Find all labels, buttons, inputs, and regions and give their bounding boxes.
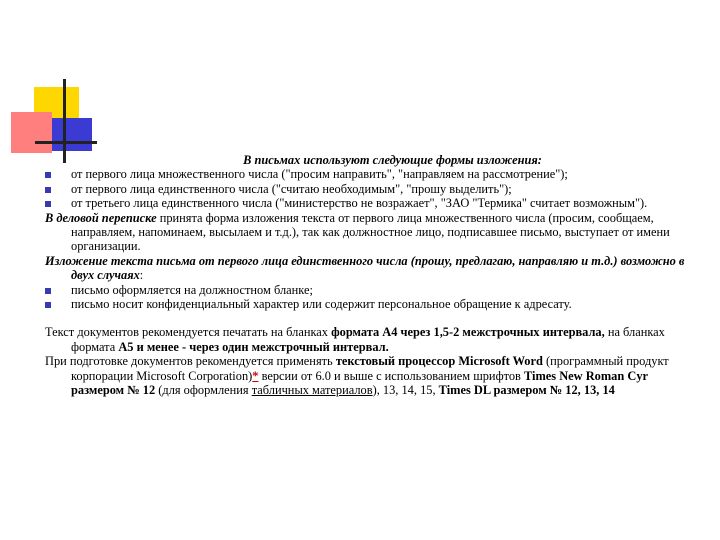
list-item: письмо носит конфиденциальный характер или содержит персональное обращение к адресату. xyxy=(45,297,700,311)
business-correspondence-paragraph: В деловой переписке принята форма изложения текста от первого лица множественного числа (просим, сообщаем, направляем, напоминаем, высылаем и т.д.), так как должностное лицо, подписавшее письмо, выступает от имени организации. xyxy=(45,210,670,254)
decor-blue-square xyxy=(52,118,92,151)
square-bullet-icon xyxy=(45,288,51,294)
square-bullet-icon xyxy=(45,187,51,193)
decor-horizontal-line xyxy=(35,141,97,144)
list-item: от третьего лица единственного числа ("министерство не возражает", "ЗАО "Термика" считает возможным"). xyxy=(45,196,700,210)
slide-heading: В письмах используют следующие формы изложения: xyxy=(243,153,542,167)
list-item: письмо оформляется на должностном бланке; xyxy=(45,283,700,297)
footnote-asterisk-link[interactable]: * xyxy=(252,368,259,383)
forms-list xyxy=(45,167,700,210)
decor-vertical-line xyxy=(63,79,66,163)
table-materials-link[interactable]: табличных материалов xyxy=(251,383,373,398)
slide-body xyxy=(45,153,700,398)
first-person-singular-paragraph: Изложение текста письма от первого лица единственного числа (прошу, предлагаю, направляю и т.д.) возможно в двух случаях: xyxy=(45,253,685,283)
decor-red-square xyxy=(11,112,52,153)
square-bullet-icon xyxy=(45,302,51,308)
cases-list xyxy=(45,283,700,312)
square-bullet-icon xyxy=(45,201,51,207)
square-bullet-icon xyxy=(45,172,51,178)
list-item: от первого лица единственного числа ("считаю необходимым", "прошу выделить"); xyxy=(45,182,700,196)
word-processor-paragraph: При подготовке документов рекомендуется применять текстовый процессор Microsoft Word (программный продукт корпорации Microsoft Corporation)* версии от 6.0 и выше с использованием шрифтов Times New Roman Cyr размером № 12 (для оформления табличных материалов), 13, 14, 15, Times DL размером № 12, 13, 14 xyxy=(45,354,669,398)
list-item: от первого лица множественного числа ("просим направить", "направляем на рассмотрение"); xyxy=(45,167,700,181)
spacer xyxy=(45,311,700,325)
print-format-paragraph: Текст документов рекомендуется печатать на бланках формата А4 через 1,5-2 межстрочных интервала, на бланках формата А5 и менее - через один межстрочный интервал. xyxy=(45,325,665,354)
